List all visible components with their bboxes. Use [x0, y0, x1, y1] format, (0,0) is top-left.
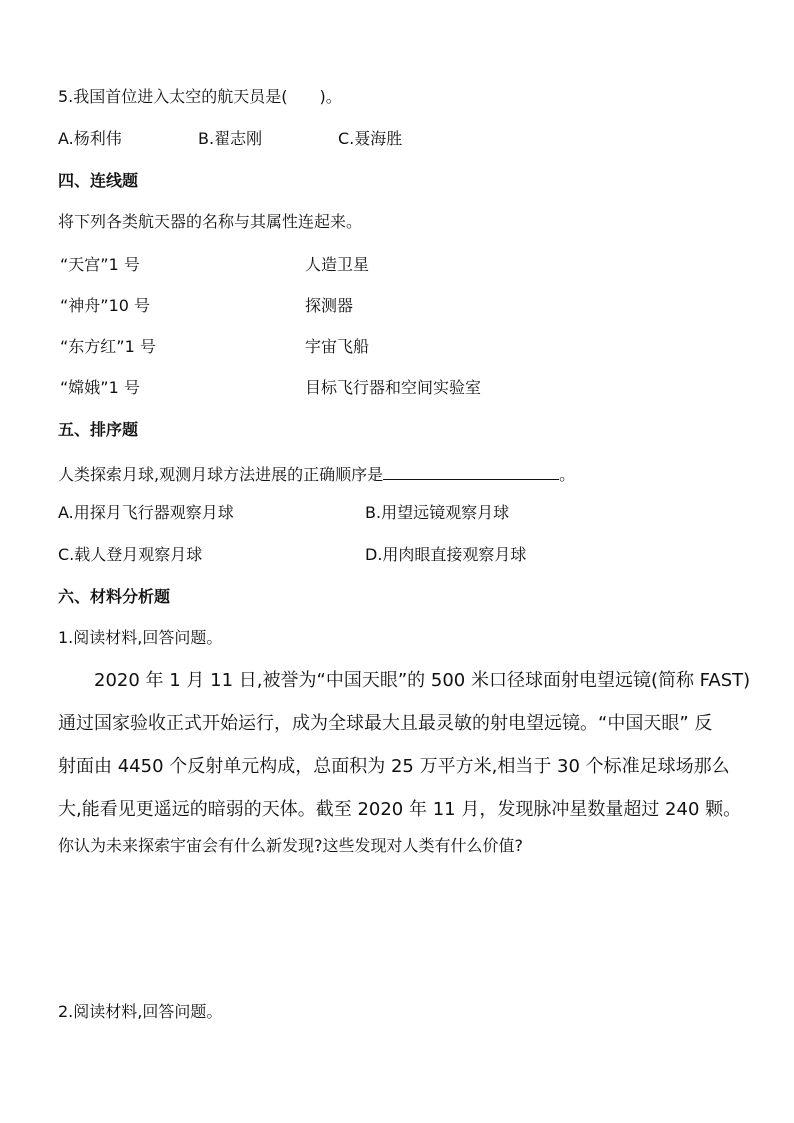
- section-5-stem-text: 人类探索月球,观测月球方法进展的正确顺序是: [58, 465, 384, 484]
- answer-blank[interactable]: [383, 462, 559, 480]
- section-6-q2-label: 2.阅读材料,回答问题。: [58, 1002, 223, 1021]
- material-paragraph-line: 大,能看见更遥远的暗弱的天体。截至 2020 年 11 月，发现脉冲星数量超过 240 颗。: [58, 799, 742, 820]
- match-right-item: 探测器: [305, 296, 354, 315]
- match-right-item: 宇宙飞船: [305, 337, 370, 356]
- section-5-option-d: D.用肉眼直接观察月球: [365, 545, 527, 564]
- section-6-q1-label: 1.阅读材料,回答问题。: [58, 628, 223, 647]
- section-5-heading: 五、排序题: [58, 420, 139, 439]
- section-6-question: 你认为未来探索宇宙会有什么新发现?这些发现对人类有什么价值?: [58, 836, 523, 855]
- section-4-heading: 四、连线题: [58, 171, 139, 190]
- section-6-heading: 六、材料分析题: [58, 587, 171, 606]
- q5-option-c: C.聂海胜: [338, 129, 403, 148]
- q5-stem: 5.我国首位进入太空的航天员是( )。: [58, 87, 342, 106]
- match-left-item: “嫦娥”1 号: [60, 378, 140, 397]
- match-left-item: “天宫”1 号: [60, 255, 140, 274]
- section-5-stem-end: 。: [559, 465, 576, 484]
- match-left-item: “神舟”10 号: [60, 296, 151, 315]
- match-right-item: 目标飞行器和空间实验室: [305, 378, 482, 397]
- material-paragraph-line: 通过国家验收正式开始运行，成为全球最大且最灵敏的射电望远镜。“中国天眼” 反: [58, 713, 713, 734]
- material-paragraph-line: 2020 年 1 月 11 日,被誉为“中国天眼”的 500 米口径球面射电望远镜(简称 FAST): [94, 670, 751, 691]
- match-left-item: “东方红”1 号: [60, 337, 156, 356]
- section-5-option-b: B.用望远镜观察月球: [365, 503, 510, 522]
- section-5-stem: [58, 462, 575, 485]
- section-5-option-c: C.载人登月观察月球: [58, 545, 203, 564]
- q5-option-a: A.杨利伟: [58, 129, 122, 148]
- material-paragraph-line: 射面由 4450 个反射单元构成，总面积为 25 万平方米,相当于 30 个标准足球场那么: [58, 756, 730, 777]
- section-5-option-a: A.用探月飞行器观察月球: [58, 503, 234, 522]
- section-4-instruction: 将下列各类航天器的名称与其属性连起来。: [58, 212, 363, 231]
- q5-option-b: B.翟志刚: [198, 129, 263, 148]
- match-right-item: 人造卫星: [305, 255, 370, 274]
